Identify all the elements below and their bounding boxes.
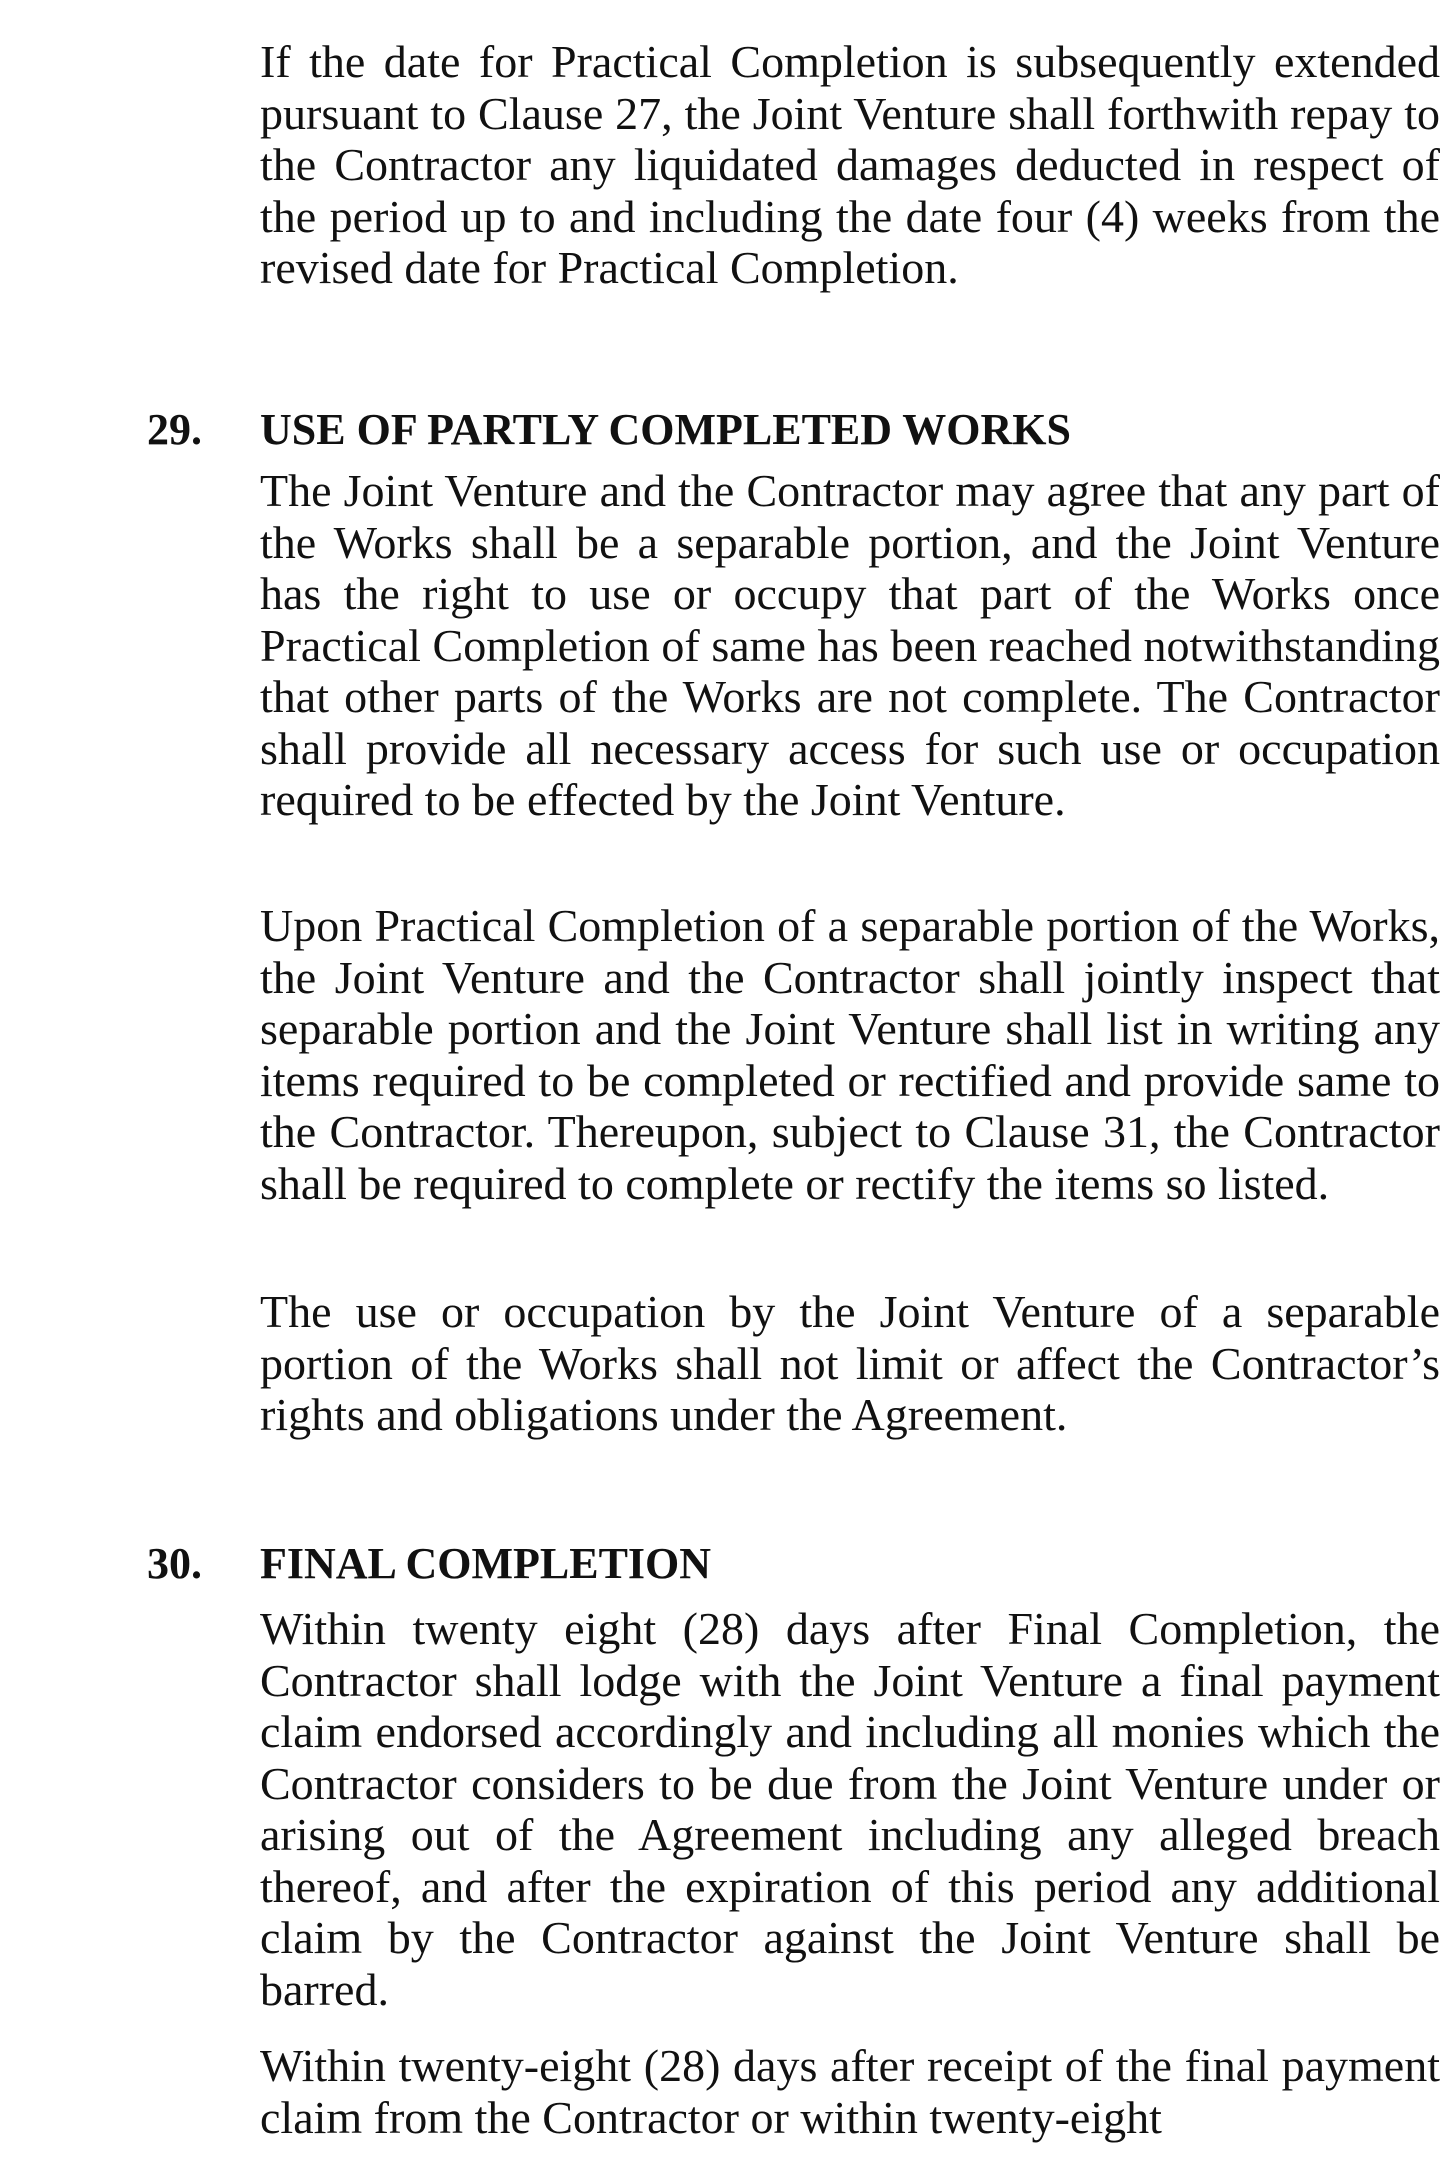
section-29-number: 29. bbox=[147, 405, 202, 454]
intro-paragraph: If the date for Practical Completion is subsequently extended pursuant to Clause 27, the Joint Venture shall forthwith repay to the Contractor any liquidated damages deducted in respect of the period up to and including the date four (4) weeks from the revised date for Practical Completion. bbox=[260, 36, 1440, 293]
section-30-paragraph-2: Within twenty-eight (28) days after receipt of the final payment claim from the Contractor or within twenty-eight bbox=[260, 2040, 1440, 2143]
section-30-paragraph-1: Within twenty eight (28) days after Final Completion, the Contractor shall lodge with the Joint Venture a final payment claim endorsed accordingly and including all monies which the Contractor considers to be due from the Joint Venture under or arising out of the Agreement including any alleged breach thereof, and after the expiration of this period any additional claim by the Contractor against the Joint Venture shall be barred. bbox=[260, 1603, 1440, 2015]
section-30-number: 30. bbox=[147, 1539, 202, 1588]
section-29-paragraph-1: The Joint Venture and the Contractor may agree that any part of the Works shall be a separable portion, and the Joint Venture has the right to use or occupy that part of the Works once Practical Completion of same has been reached notwithstanding that other parts of the Works are not complete. The Contractor shall provide all necessary access for such use or occupation required to be effected by the Joint Venture. bbox=[260, 465, 1440, 825]
section-29-paragraph-3: The use or occupation by the Joint Venture of a separable portion of the Works shall not limit or affect the Contractor’s rights and obligations under the Agreement. bbox=[260, 1286, 1440, 1440]
section-29-title: USE OF PARTLY COMPLETED WORKS bbox=[260, 405, 1071, 454]
section-29-paragraph-2: Upon Practical Completion of a separable portion of the Works, the Joint Venture and the Contractor shall jointly inspect that separable portion and the Joint Venture shall list in writing any items required to be completed or rectified and provide same to the Contractor. Thereupon, subject to Clause 31, the Contractor shall be required to complete or rectify the items so listed. bbox=[260, 900, 1440, 1209]
section-30-title: FINAL COMPLETION bbox=[260, 1539, 712, 1588]
page-bottom-clip bbox=[0, 2040, 1453, 2157]
